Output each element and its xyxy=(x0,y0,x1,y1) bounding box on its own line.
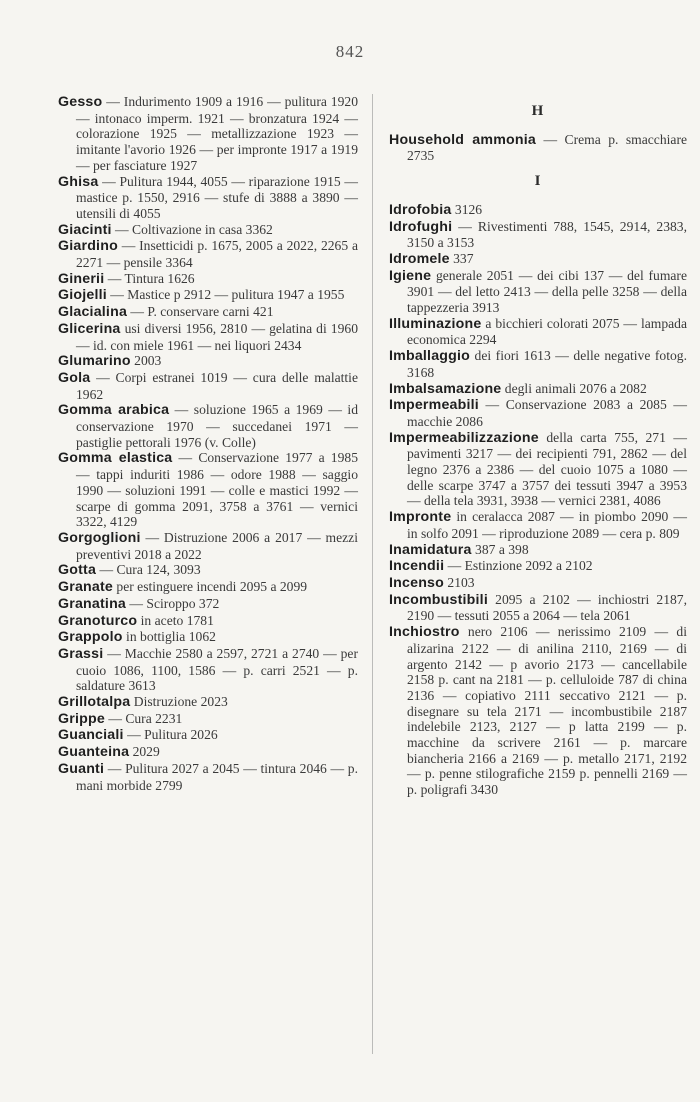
index-entry xyxy=(389,202,687,219)
index-references: — Cura 124, 3093 xyxy=(96,562,201,578)
index-term: Giardino xyxy=(58,238,118,255)
index-term: Imballaggio xyxy=(389,348,471,365)
index-entry xyxy=(389,542,687,559)
index-entry xyxy=(389,132,687,164)
index-references: — Estinzione 2092 a 2102 xyxy=(444,558,593,574)
index-entry xyxy=(58,711,358,728)
index-term: Idromele xyxy=(389,250,450,267)
index-entry xyxy=(389,219,687,251)
index-entry xyxy=(58,530,358,562)
index-term: Giojelli xyxy=(58,287,107,304)
index-references: degli animali 2076 a 2082 xyxy=(501,380,647,396)
index-references: nero 2106 — nerissimo 2109 — di alizarina 2122 — di anilina 2110, 2169 — di argento 2142 — p avorio 2173 — cancellabile 2158 p. cant na 2181 — p. celluloide 787 di china 2136 — copiativo 2111 seccativo 2121 — p. disegnare su tela 2171 — incombustibile 2187 indelebile 2123, 2127 — p latta 2199 — p. macchine da scrivere 2161 — p. marcare biancheria 2166 a 2169 — p. metallo 2171, 2192 — p. penne stilografiche 2159 p. pennelli 2169 — p. poligrafi 3430 xyxy=(407,624,687,798)
index-entry xyxy=(58,761,358,793)
index-references: — soluzione 1965 a 1969 — id conservazione 1970 — succedanei 1971 — pastiglie pettorali 1976 (v. Colle) xyxy=(76,402,358,450)
index-references: — Insetticidi p. 1675, 2005 a 2022, 2265 a 2271 — pensile 3364 xyxy=(76,238,358,271)
index-references: — Macchie 2580 a 2597, 2721 a 2740 — per cuoio 1086, 1100, 1586 — p. carri 2521 — p. saldature 3613 xyxy=(76,645,358,694)
index-entry xyxy=(58,353,358,370)
index-references: in aceto 1781 xyxy=(137,612,214,628)
index-term: Illuminazione xyxy=(389,315,482,332)
index-entry xyxy=(58,613,358,630)
index-references: — Crema p. smacchiare 2735 xyxy=(407,131,687,164)
index-references: 387 a 398 xyxy=(471,541,529,557)
index-term: Gesso xyxy=(58,94,103,110)
index-references: — Rivestimenti 788, 1545, 2914, 2383, 3150 a 3153 xyxy=(407,218,687,251)
index-term: Gotta xyxy=(58,562,97,579)
index-references: 337 xyxy=(449,250,474,266)
index-entry xyxy=(58,694,358,711)
index-entry xyxy=(58,646,358,694)
section-heading-i: I xyxy=(534,173,542,190)
index-references: — Mastice p 2912 — pulitura 1947 a 1955 xyxy=(106,287,345,303)
index-references: — Pulitura 2026 xyxy=(123,727,218,743)
index-references: — Pulitura 1944, 4055 — riparazione 1915 — mastice p. 1550, 2916 — stufe di 3888 a 3890 — utensili di 4055 xyxy=(76,173,358,221)
index-references: generale 2051 — dei cibi 137 — del fumare 3901 — del letto 2413 — della pelle 3258 — della tappezzeria 3913 xyxy=(407,267,687,316)
index-references: — P. conservare carni 421 xyxy=(127,304,274,320)
index-entry xyxy=(389,397,687,429)
index-entry xyxy=(58,402,358,450)
index-term: Glicerina xyxy=(58,320,121,337)
index-term: Glacialina xyxy=(58,304,128,321)
section-heading-h: H xyxy=(531,103,545,119)
section-i-entries xyxy=(389,202,687,798)
index-term: Gola xyxy=(58,369,91,386)
index-entry xyxy=(389,381,687,398)
index-entry xyxy=(389,430,687,510)
index-references: — Indurimento 1909 a 1916 — pulitura 1920 — intonaco imperm. 1921 — bronzatura 1924 — colorazione 1925 — metallizzazione 1923 — imitante l'avorio 1926 — per impronte 1917 a 1919 — per fasciature 1927 xyxy=(76,94,358,173)
index-term: Igiene xyxy=(389,267,432,284)
index-term: Guanciali xyxy=(58,727,124,744)
index-term: Incenso xyxy=(389,574,445,591)
index-term: Ginerii xyxy=(58,270,105,287)
index-entry xyxy=(389,624,687,798)
section-h-entries xyxy=(389,132,687,164)
index-column-left xyxy=(58,94,358,793)
index-entry xyxy=(389,575,687,592)
index-term: Granatina xyxy=(58,595,127,612)
index-entry xyxy=(389,558,687,575)
index-entry xyxy=(389,509,687,541)
index-entry xyxy=(58,727,358,744)
index-term: Guanti xyxy=(58,760,105,777)
index-references: Distruzione 2023 xyxy=(130,694,228,710)
index-term: Granate xyxy=(58,579,114,596)
index-entry xyxy=(389,251,687,268)
index-term: Incendii xyxy=(389,558,445,575)
index-entry xyxy=(389,592,687,624)
index-references: dei fiori 1613 — delle negative fotog. 3168 xyxy=(407,348,687,380)
index-entry xyxy=(58,370,358,402)
index-term: Impermeabilizzazione xyxy=(389,429,539,446)
index-entry xyxy=(58,629,358,646)
index-term: Impronte xyxy=(389,509,452,526)
index-entry xyxy=(58,304,358,321)
index-term: Grippe xyxy=(58,710,105,727)
index-term: Grassi xyxy=(58,645,104,662)
index-references: a bicchieri colorati 2075 — lampada economica 2294 xyxy=(407,315,687,348)
index-entry xyxy=(58,321,358,353)
index-term: Incombustibili xyxy=(389,591,488,608)
index-term: Giacinti xyxy=(58,221,112,238)
index-entry xyxy=(58,579,358,596)
index-term: Grillotalpa xyxy=(58,694,131,711)
index-references: 2029 xyxy=(129,744,160,760)
index-references: — Pulitura 2027 a 2045 — tintura 2046 — p. mani morbide 2799 xyxy=(76,760,358,793)
index-references: — Coltivazione in casa 3362 xyxy=(111,221,273,237)
index-term: Impermeabili xyxy=(389,397,479,414)
index-term: Granoturco xyxy=(58,612,138,629)
index-references: — Cura 2231 xyxy=(104,710,183,726)
index-entry xyxy=(58,94,358,174)
index-entry xyxy=(58,222,358,239)
index-term: Idrofobia xyxy=(389,201,452,218)
index-references: — Conservazione 1977 a 1985 — tappi induriti 1986 — odore 1988 — saggio 1990 — soluzioni 1991 — colle e mastici 1992 — scarpe di gomma 2091, 3758 a 3761 — vernici 3322, 4129 xyxy=(76,450,358,530)
index-references: in ceralacca 2087 — in piombo 2090 — in solfo 2091 — riproduzione 2089 — cera p. 809 xyxy=(407,509,687,541)
index-term: Household ammonia xyxy=(389,131,536,148)
index-entry xyxy=(58,450,358,530)
index-references: — Sciroppo 372 xyxy=(126,595,220,611)
index-references: 3126 xyxy=(451,201,483,217)
index-entry xyxy=(58,287,358,304)
index-term: Gomma arabica xyxy=(58,402,170,419)
index-entry xyxy=(389,268,687,316)
index-term: Idrofughi xyxy=(389,218,453,235)
index-references: usi diversi 1956, 2810 — gelatina di 1960 — id. con miele 1961 — nei liquori 2434 xyxy=(76,320,358,353)
index-references: 2095 a 2102 — inchiostri 2187, 2190 — tessuti 2055 a 2064 — tela 2061 xyxy=(407,591,687,624)
index-references: 2003 xyxy=(130,353,162,369)
index-term: Guanteina xyxy=(58,744,130,761)
index-term: Gorgoglioni xyxy=(58,529,141,546)
column-divider xyxy=(372,94,373,1054)
index-entry xyxy=(58,174,358,222)
index-references: — Corpi estranei 1019 — cura delle malattie 1962 xyxy=(76,369,358,402)
index-term: Gomma elastica xyxy=(58,450,173,467)
index-entry xyxy=(389,348,687,380)
index-references: — Distruzione 2006 a 2017 — mezzi preventivi 2018 a 2022 xyxy=(76,529,358,562)
index-entry xyxy=(58,271,358,288)
index-term: Grappolo xyxy=(58,629,123,646)
index-column-right xyxy=(389,94,687,798)
index-references: — Tintura 1626 xyxy=(104,270,195,286)
page-number: 842 xyxy=(335,42,365,61)
index-references: della carta 755, 271 — pavimenti 3217 — dei recipienti 791, 2862 — del legno 2376 a 2386 — del cuoio 1075 a 1080 — delle scarpe 3747 a 3757 dei tessuti 3947 a 3953 — della tela 3931, 3938 — vernici 2381, 4086 xyxy=(407,429,687,509)
index-entry xyxy=(389,316,687,348)
index-entry xyxy=(58,238,358,270)
index-term: Imbalsamazione xyxy=(389,380,502,397)
index-entry xyxy=(58,596,358,613)
index-term: Glumarino xyxy=(58,353,131,370)
index-references: per estinguere incendi 2095 a 2099 xyxy=(113,579,308,595)
index-entry xyxy=(58,562,358,579)
index-references: — Conservazione 2083 a 2085 — macchie 2086 xyxy=(407,397,687,429)
index-term: Ghisa xyxy=(58,173,99,190)
index-term: Inchiostro xyxy=(389,624,460,641)
index-references: 2103 xyxy=(444,574,475,590)
index-references: in bottiglia 1062 xyxy=(122,629,216,645)
index-entry xyxy=(58,744,358,761)
index-term: Inamidatura xyxy=(389,541,472,558)
